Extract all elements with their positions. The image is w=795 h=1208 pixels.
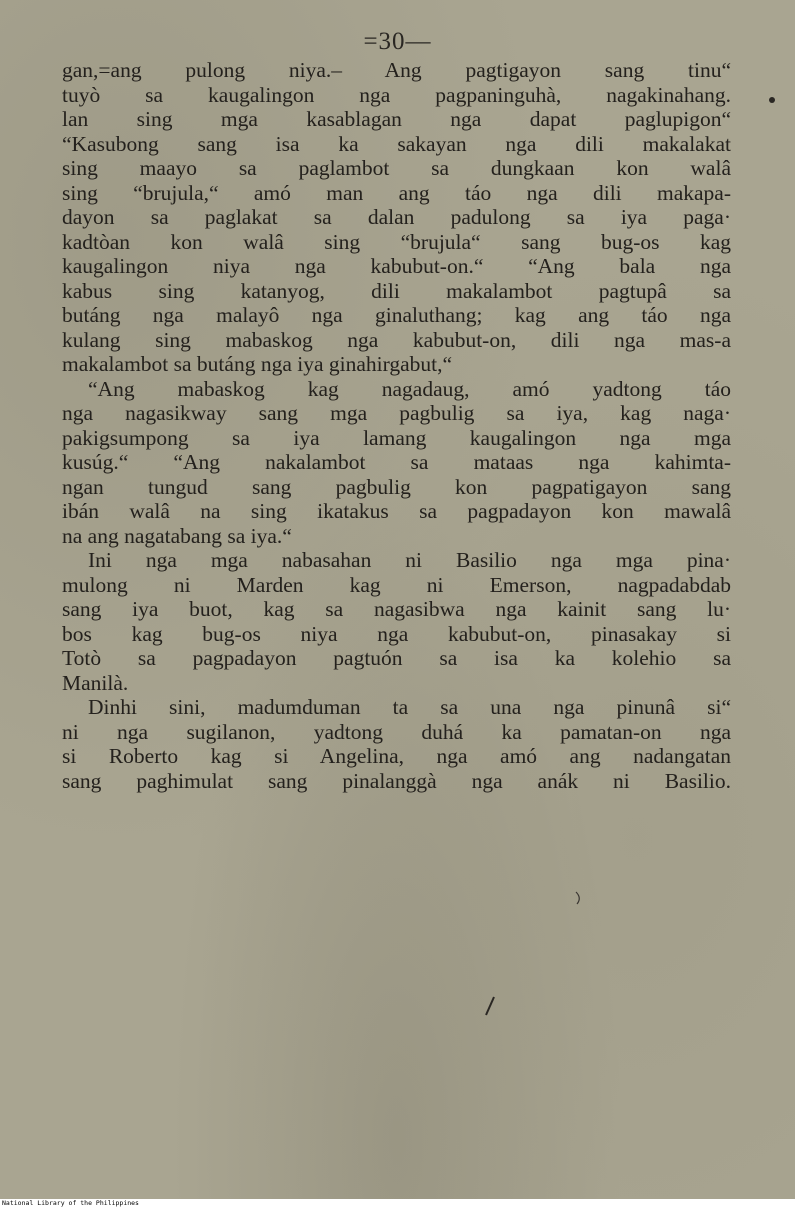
text-line: na ang nagatabang sa iya.“	[62, 523, 292, 548]
text-line: dayon sa paglakat sa dalan padulong sa iya paga·	[62, 205, 731, 229]
text-line: si Roberto kag si Angelina, nga amó ang nadangatan	[62, 744, 731, 768]
text-line: Ini nga mga nabasahan ni Basilio nga mga pina·	[88, 548, 731, 572]
text-line: ngan tungud sang pagbulig kon pagpatigayon sang	[62, 474, 731, 499]
library-credit: National Library of the Philippines	[2, 1199, 139, 1207]
text-line: lan sing mga kasablagan nga dapat paglupigon“	[62, 107, 731, 131]
text-line: ni nga sugilanon, yadtong duhá ka pamatan-on nga	[62, 719, 731, 744]
page-number: =30—	[363, 28, 432, 55]
text-line: “Ang mabaskog kag nagadaug, amó yadtong táo	[88, 376, 731, 401]
stray-pen-mark-icon	[480, 995, 500, 1017]
text-line: Dinhi sini, madumduman ta sa una nga pinunâ si“	[88, 695, 731, 719]
text-line: nga nagasikway sang mga pagbulig sa iya, kag naga·	[62, 401, 731, 425]
text-line: makalambot sa butáng nga iya ginahirgabut,“	[62, 352, 453, 376]
text-line: sing “brujula,“ amó man ang táo nga dili makapa-	[62, 180, 731, 205]
footer-bar	[0, 1199, 795, 1208]
text-line: kulang sing mabaskog nga kabubut-on, dili nga mas-a	[62, 327, 731, 352]
text-line: Manilà.	[62, 670, 129, 695]
text-line: butáng nga malayô nga ginaluthang; kag ang táo nga	[62, 303, 731, 327]
body-text	[62, 58, 731, 793]
text-line: ibán walâ na sing ikatakus sa pagpadayon kon mawalâ	[62, 499, 731, 523]
text-line: mulong ni Marden kag ni Emerson, nagpadabdab	[62, 572, 731, 597]
text-line: bos kag bug-os niya nga kabubut-on, pinasakay si	[62, 621, 731, 646]
stray-curve-mark-icon	[574, 890, 584, 906]
text-line: Totò sa pagpadayon pagtuón sa isa ka kolehio sa	[62, 646, 731, 670]
text-line: sang paghimulat sang pinalanggà nga anák ni Basilio.	[62, 768, 731, 793]
text-line: sang iya buot, kag sa nagasibwa nga kainit sang lu·	[62, 597, 731, 621]
text-line: kadtòan kon walâ sing “brujula“ sang bug-os kag	[62, 229, 731, 254]
margin-mark	[769, 97, 775, 103]
text-line: tuyò sa kaugalingon nga pagpaninguhà, nagakinahang.	[62, 82, 731, 107]
text-line: gan,=ang pulong niya.– Ang pagtigayon sang tinu“	[62, 58, 731, 82]
text-line: kabus sing katanyog, dili makalambot pagtupâ sa	[62, 278, 731, 303]
text-line: pakigsumpong sa iya lamang kaugalingon nga mga	[62, 425, 731, 450]
text-line: sing maayo sa paglambot sa dungkaan kon walâ	[62, 156, 731, 180]
text-line: “Kasubong sang isa ka sakayan nga dili makalakat	[62, 131, 731, 156]
text-line: kusúg.“ “Ang nakalambot sa mataas nga kahimta-	[62, 450, 731, 474]
text-line: kaugalingon niya nga kabubut-on.“ “Ang bala nga	[62, 254, 731, 278]
